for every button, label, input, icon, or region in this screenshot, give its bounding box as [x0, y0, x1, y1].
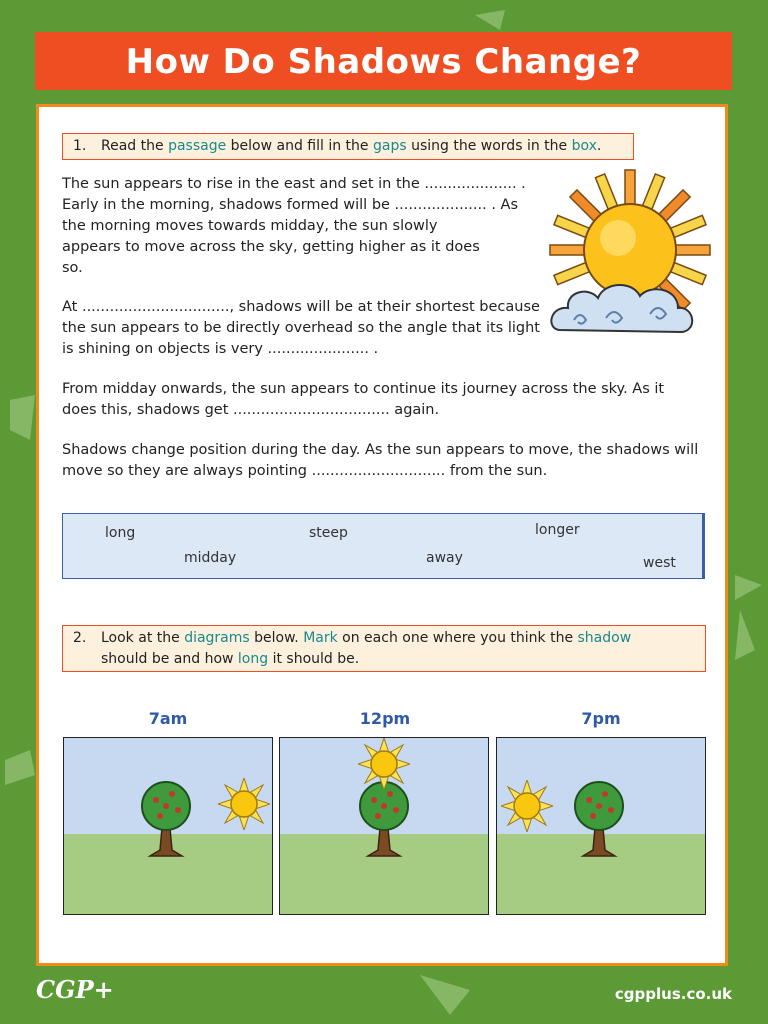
sun-icon	[218, 778, 270, 830]
passage-paragraph-3: From midday onwards, the sun appears to continue its journey across the sky. As it does this, shadows get .................................. again.	[62, 381, 665, 418]
footer-url[interactable]: cgpplus.co.uk	[614, 985, 732, 1003]
page-title: How Do Shadows Change?	[35, 32, 732, 90]
question-2-box	[62, 625, 706, 672]
diagram-7am[interactable]	[63, 737, 273, 915]
question-1-box	[62, 133, 634, 160]
diagram-12pm[interactable]	[279, 737, 489, 915]
passage-paragraph-1: The sun appears to rise in the east and set in the .................... . Early in the morning, shadows formed will be .................... . As the morning moves towards midday, the sun slowly appears to move across the sky, getting higher as it does so.	[62, 176, 526, 276]
question-2-line-2: should be and how long it should be.	[101, 651, 360, 667]
word-box	[62, 513, 705, 579]
word-option: away	[426, 550, 463, 566]
tree-icon	[569, 778, 629, 858]
question-number: 1.	[73, 138, 87, 154]
tree-icon	[354, 778, 414, 858]
word-option: long	[105, 525, 136, 541]
passage-paragraph-2: At ................................, shadows will be at their shortest because the sun appears to be directly overhead so the angle that its light is shining on objects is very ...................... .	[62, 299, 540, 357]
word-option: steep	[309, 525, 348, 541]
sun-cloud-illustration	[542, 168, 712, 348]
sun-icon	[501, 780, 553, 832]
sun-icon	[358, 738, 410, 790]
word-option: west	[643, 555, 676, 571]
diagram-7pm[interactable]	[496, 737, 706, 915]
passage-paragraph-4: Shadows change position during the day. As the sun appears to move, the shadows will move so they are always pointing ............................. from the sun.	[62, 442, 699, 479]
question-2-line-1: Look at the diagrams below. Mark on each one where you think the shadow	[101, 630, 632, 646]
word-option: midday	[184, 550, 237, 566]
tree-icon	[136, 778, 196, 858]
panel-label-7pm: 7pm	[581, 709, 621, 728]
panel-label-7am: 7am	[148, 709, 188, 728]
word-option: longer	[535, 522, 580, 538]
cgp-logo: CGP+	[36, 975, 114, 1004]
question-number: 2.	[73, 630, 87, 646]
question-1-text: Read the passage below and fill in the gaps using the words in the box.	[101, 138, 602, 154]
panel-label-12pm: 12pm	[359, 709, 411, 728]
